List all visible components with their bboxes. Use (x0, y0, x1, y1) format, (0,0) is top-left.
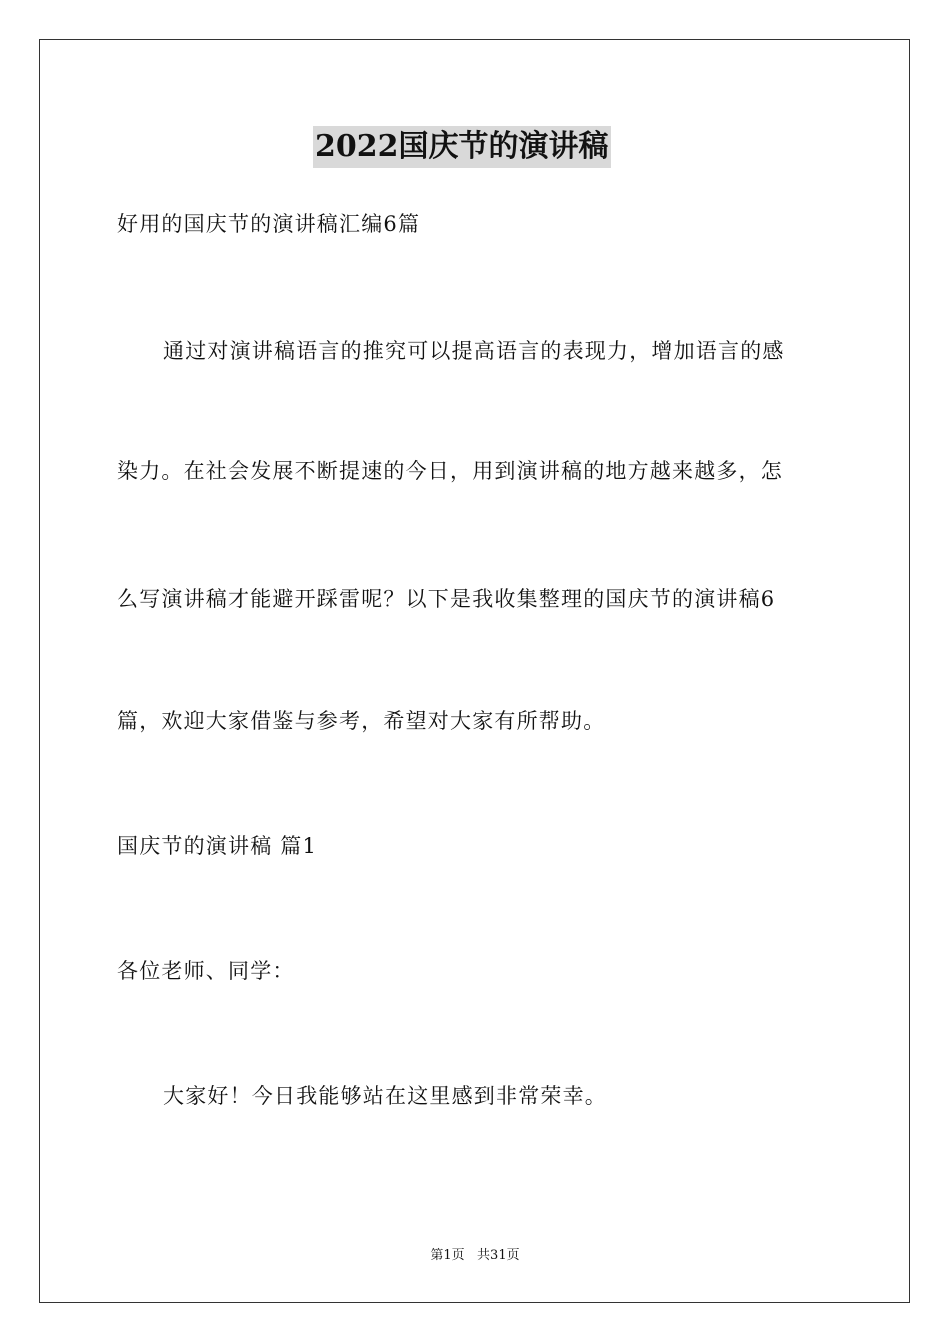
section-heading: 国庆节的演讲稿 篇1 (117, 834, 318, 858)
paragraph-line: 篇，欢迎大家借鉴与参考，希望对大家有所帮助。 (117, 709, 606, 733)
paragraph-line: 么写演讲稿才能避开踩雷呢？以下是我收集整理的国庆节的演讲稿6 (117, 587, 776, 611)
paragraph-line: 染力。在社会发展不断提速的今日，用到演讲稿的地方越来越多，怎 (117, 459, 783, 483)
paragraph-line: 通过对演讲稿语言的推究可以提高语言的表现力，增加语言的感 (163, 339, 785, 363)
document-title: 2022国庆节的演讲稿 (313, 126, 611, 168)
page-footer: 第1页 共31页 (430, 1248, 520, 1263)
salutation-line: 各位老师、同学： (117, 959, 295, 983)
subtitle-line: 好用的国庆节的演讲稿汇编6篇 (117, 212, 421, 236)
paragraph-line: 大家好！今日我能够站在这里感到非常荣幸。 (163, 1084, 607, 1108)
